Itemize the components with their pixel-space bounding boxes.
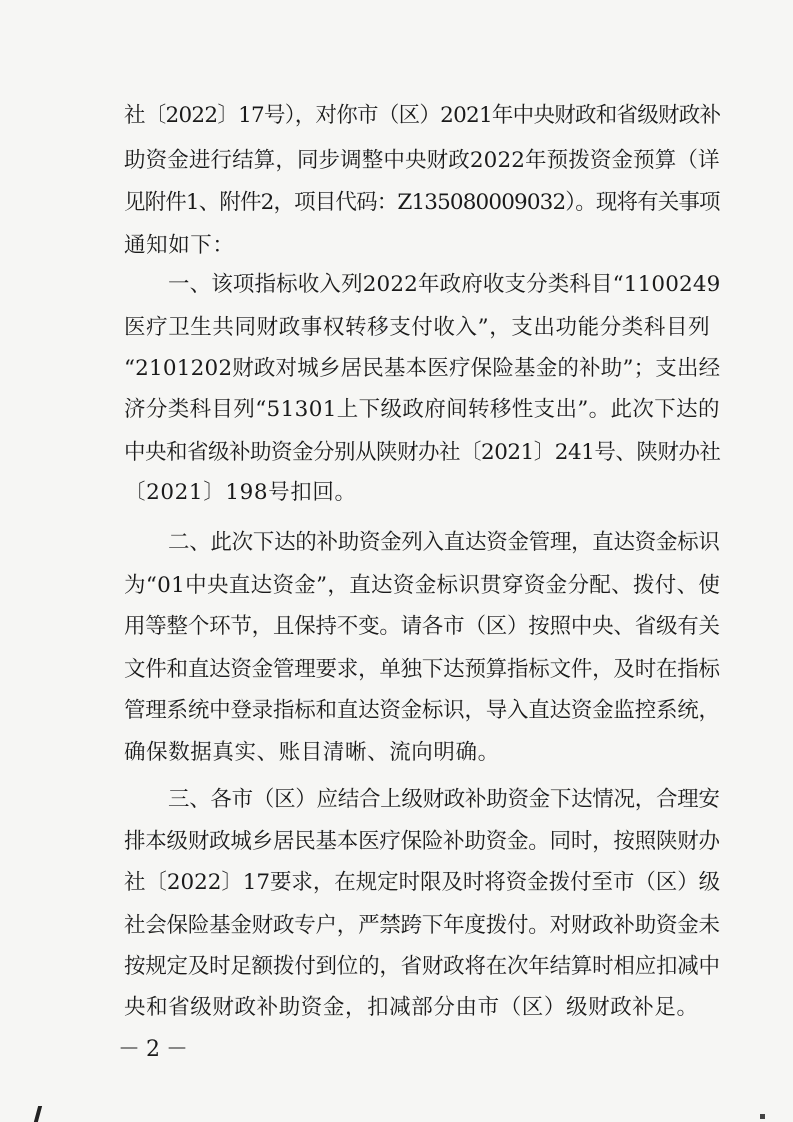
body-line-4: 通知如下： (124, 232, 235, 258)
body-line-9: 中央和省级补助资金分别从陕财办社〔2021〕241号、陕财办社 (124, 439, 721, 465)
body-line-22: 央和省级财政补助资金，扣减部分由市（区）级财政补足。 (124, 995, 699, 1020)
body-line-16: 确保数据真实、账目清晰、流向明确。 (124, 740, 500, 766)
body-line-19: 社〔2022〕17要求，在规定时限及时将资金拨付至市（区）级 (124, 870, 721, 896)
body-line-15: 管理系统中登录指标和直达资金标识，导入直达资金监控系统， (124, 697, 720, 723)
body-line-20: 社会保险基金财政专户，严禁跨下年度拨付。对财政补助资金未 (124, 913, 720, 939)
body-line-8: 济分类科目列“51301上下级政府间转移性支出”。此次下达的 (124, 396, 720, 422)
scan-mark (34, 1106, 42, 1122)
body-line-14: 文件和直达资金管理要求，单独下达预算指标文件，及时在指标 (124, 656, 720, 682)
body-line-6: 医疗卫生共同财政事权转移支付收入”，支出功能分类科目列 (124, 314, 711, 340)
page-number: －2－ (118, 1037, 194, 1062)
body-line-2: 助资金进行结算，同步调整中央财政2022年预拨资金预算（详 (124, 147, 720, 173)
scan-dot (760, 1114, 765, 1119)
body-line-7: “2101202财政对城乡居民基本医疗保险基金的补助”；支出经 (124, 355, 721, 381)
body-line-12: 为“01中央直达资金”，直达资金标识贯穿资金分配、拨付、使 (124, 573, 721, 599)
body-line-1: 社〔2022〕17号），对你市（区）2021年中央财政和省级财政补 (124, 103, 721, 128)
body-line-11: 二、此次下达的补助资金列入直达资金管理，直达资金标识 (168, 530, 720, 556)
body-line-13: 用等整个环节，且保持不变。请各市（区）按照中央、省级有关 (124, 613, 720, 639)
body-line-3: 见附件1、附件2，项目代码：Z135080009032）。现将有关事项 (124, 190, 720, 216)
body-line-21: 按规定及时足额拨付到位的，省财政将在次年结算时相应扣减中 (124, 954, 720, 980)
body-line-18: 排本级财政城乡居民基本医疗保险补助资金。同时，按照陕财办 (124, 829, 720, 855)
body-line-10: 〔2021〕198号扣回。 (124, 480, 357, 506)
body-line-17: 三、各市（区）应结合上级财政补助资金下达情况，合理安 (168, 786, 720, 812)
body-line-5: 一、该项指标收入列2022年政府收支分类科目“1100249 (168, 272, 721, 298)
